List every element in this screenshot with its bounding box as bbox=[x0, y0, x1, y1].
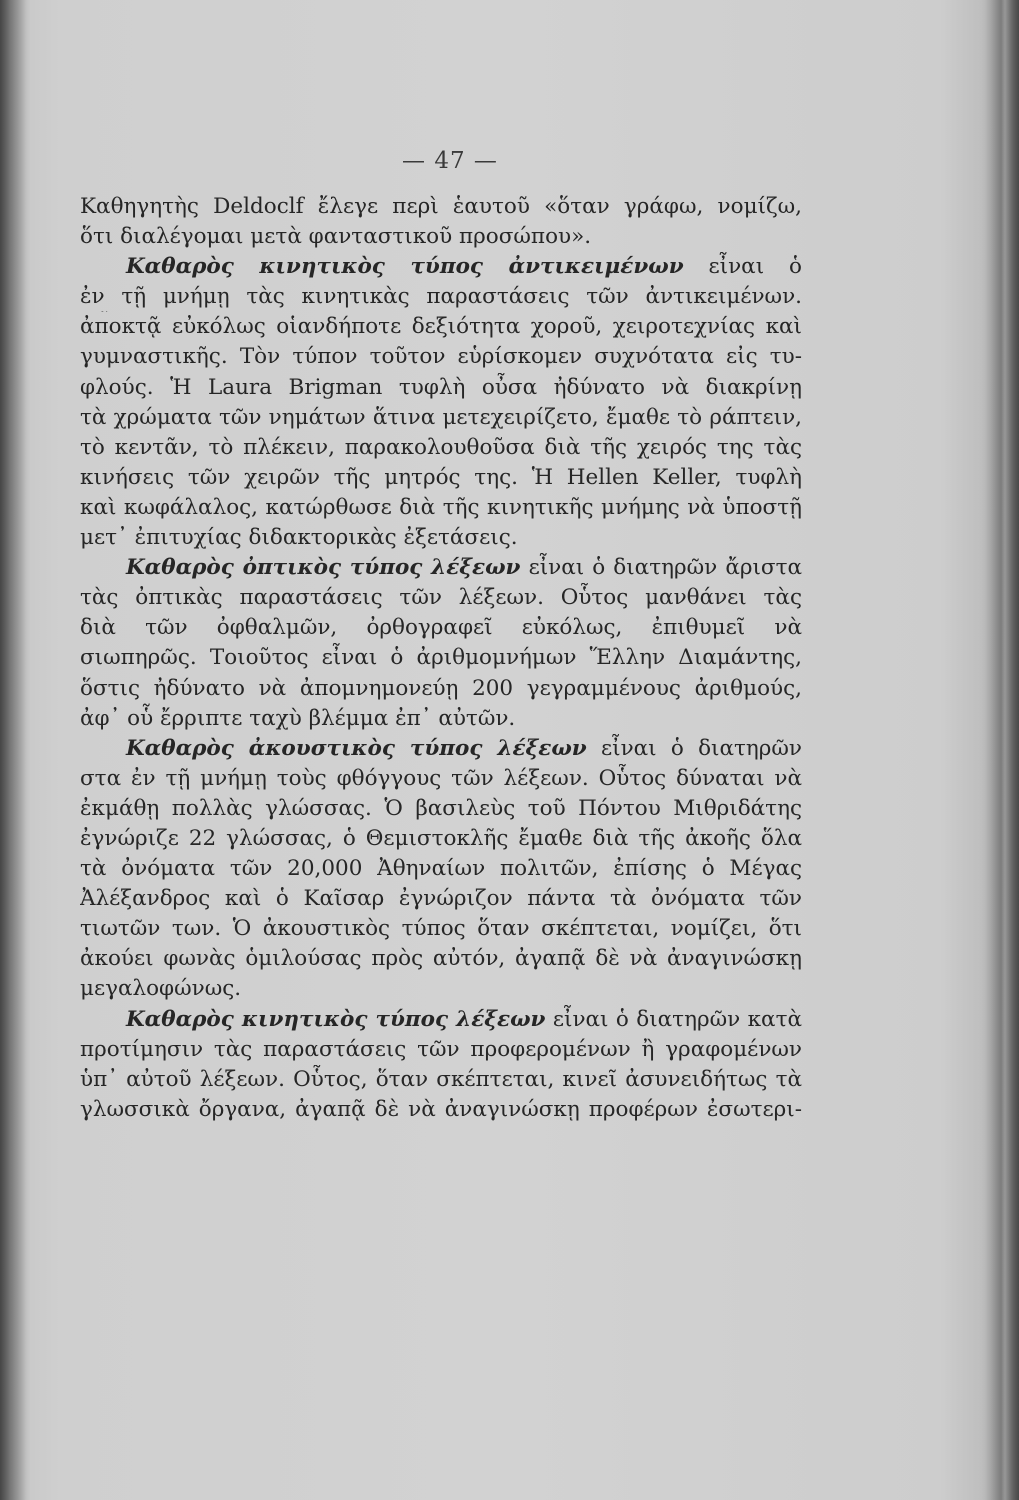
section-term: Καθαρὸς ἀκουστικὸς τύπος λέξεων bbox=[126, 735, 587, 761]
paragraph-start-line: Καθαρὸς κινητικὸς τύπος ἀντικειμένων εἶναι ὁ bbox=[126, 254, 802, 280]
text-line: προτίμησιν τὰς παραστάσεις τῶν προφερομένων ἢ γραφομένων bbox=[80, 1036, 802, 1062]
text-line: ἀκούει φωνὰς ὁμιλούσας πρὸς αὐτόν, ἀγαπᾷ δὲ νὰ ἀναγινώσκῃ bbox=[80, 946, 802, 972]
text-line: τὰ χρώματα τῶν νημάτων ἅτινα μετεχειρίζετο, ἔμαθε τὸ ράπτειν, bbox=[80, 404, 802, 430]
section-term: Καθαρὸς κινητικὸς τύπος λέξεων bbox=[126, 1006, 546, 1032]
text-line: Ἀλέξανδρος καὶ ὁ Καῖσαρ ἐγνώριζον πάντα τὰ ὀνόματα τῶν bbox=[80, 886, 802, 912]
text-line: σιωπηρῶς. Τοιοῦτος εἶναι ὁ ἀριθμομνήμων Ἕλλην Διαμάντης, bbox=[80, 645, 802, 671]
text-line: τὸ κεντᾶν, τὸ πλέκειν, παρακολουθοῦσα διὰ τῆς χειρός της τὰς bbox=[80, 434, 802, 460]
page-edge bbox=[981, 0, 1019, 1500]
text-line: ἐκμάθῃ πολλὰς γλώσσας. Ὁ βασιλεὺς τοῦ Πόντου Μιθριδάτης bbox=[80, 795, 802, 821]
text-line: φλούς. Ἡ Laura Brigman τυφλὴ οὖσα ἠδύνατο νὰ διακρίνῃ bbox=[80, 374, 802, 400]
text-line: γλωσσικὰ ὄργανα, ἀγαπᾷ δὲ νὰ ἀναγινώσκῃ προφέρων ἐσωτερι- bbox=[80, 1096, 802, 1122]
text-line: ἀφ᾽ οὗ ἔρριπτε ταχὺ βλέμμα ἐπ᾽ αὐτῶν. bbox=[80, 705, 516, 731]
paragraph-start-line: Καθαρὸς κινητικὸς τύπος λέξεων εἶναι ὁ διατηρῶν κατὰ bbox=[126, 1006, 802, 1032]
text-line: μετ᾽ ἐπιτυχίας διδακτορικὰς ἐξετάσεις. bbox=[80, 525, 518, 551]
text-line: ἐγνώριζε 22 γλώσσας, ὁ Θεμιστοκλῆς ἔμαθε διὰ τῆς ἀκοῆς ὅλα bbox=[80, 825, 802, 851]
text-line: διὰ τῶν ὀφθαλμῶν, ὀρθογραφεῖ εὐκόλως, ἐπιθυμεῖ νὰ bbox=[80, 615, 802, 641]
page-number: — 47 — bbox=[402, 148, 498, 174]
paragraph-start-line: Καθαρὸς ἀκουστικὸς τύπος λέξεων εἶναι ὁ διατηρῶν bbox=[126, 735, 802, 761]
text-line: μεγαλοφώνως. bbox=[80, 976, 242, 1002]
text-line: τιωτῶν των. Ὁ ἀκουστικὸς τύπος ὅταν σκέπτεται, νομίζει, ὅτι bbox=[80, 916, 802, 942]
text-line: ὑπ᾽ αὐτοῦ λέξεων. Οὗτος, ὅταν σκέπτεται, κινεῖ ἀσυνειδήτως τὰ bbox=[80, 1066, 802, 1092]
text-line: στα ἐν τῇ μνήμῃ τοὺς φθόγγους τῶν λέξεων. Οὗτος δύναται νὰ bbox=[80, 765, 802, 791]
text-line: ἐν τῇ μνήμῃ τὰς κινητικὰς παραστάσεις τῶν ἀντικειμένων. bbox=[80, 284, 802, 310]
text-line: ὅστις ἠδύνατο νὰ ἀπομνημονεύῃ 200 γεγραμμένους ἀριθμούς, bbox=[80, 675, 802, 701]
text-line: ἀποκτᾷ εὐκόλως οἱανδήποτε δεξιότητα χοροῦ, χειροτεχνίας καὶ bbox=[80, 314, 802, 340]
text-line: τὰ ὀνόματα τῶν 20,000 Ἀθηναίων πολιτῶν, ἐπίσης ὁ Μέγας bbox=[80, 856, 802, 882]
paragraph-start-line: Καθαρὸς ὀπτικὸς τύπος λέξεων εἶναι ὁ διατηρῶν ἄριστα bbox=[126, 555, 802, 581]
text-line: ὅτι διαλέγομαι μετὰ φανταστικοῦ προσώπου». bbox=[80, 224, 592, 250]
binding-shadow bbox=[0, 0, 30, 1500]
text-line: γυμναστικῆς. Τὸν τύπον τοῦτον εὑρίσκομεν συχνότατα εἰς τυ- bbox=[80, 344, 802, 370]
body-text bbox=[80, 192, 802, 1125]
section-term: Καθαρὸς κινητικὸς τύπος ἀντικειμένων bbox=[126, 254, 684, 280]
text-line: τὰς ὀπτικὰς παραστάσεις τῶν λέξεων. Οὗτος μανθάνει τὰς bbox=[80, 585, 802, 611]
text-line: καὶ κωφάλαλος, κατώρθωσε διὰ τῆς κινητικῆς μνήμης νὰ ὑποστῇ bbox=[80, 494, 802, 520]
text-line: κινήσεις τῶν χειρῶν τῆς μητρός της. Ἡ Hellen Keller, τυφλὴ bbox=[80, 464, 802, 490]
text-line: Καθηγητὴς Deldoclf ἔλεγε περὶ ἑαυτοῦ «ὅταν γράφω, νομίζω, bbox=[80, 194, 802, 219]
section-term: Καθαρὸς ὀπτικὸς τύπος λέξεων bbox=[126, 555, 521, 581]
